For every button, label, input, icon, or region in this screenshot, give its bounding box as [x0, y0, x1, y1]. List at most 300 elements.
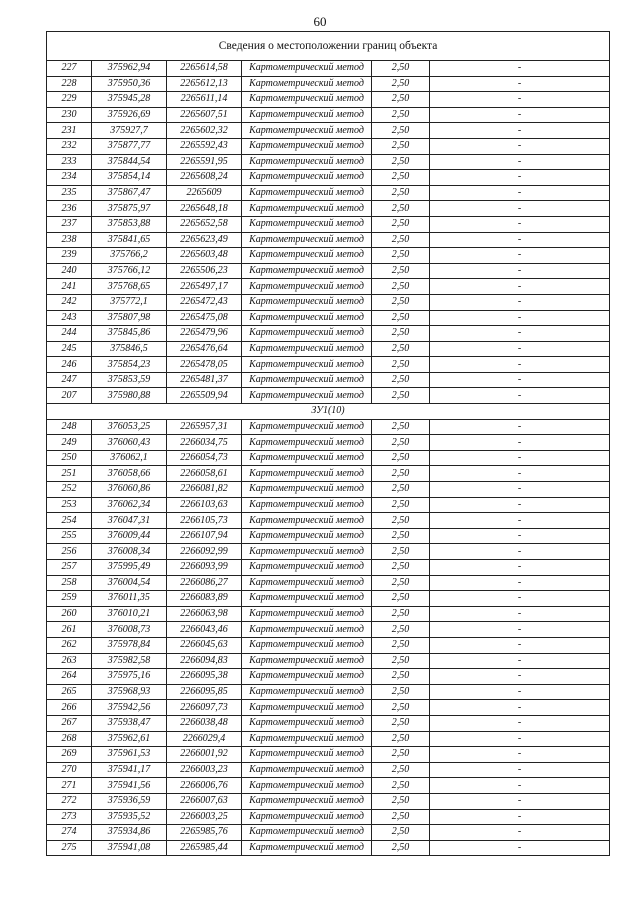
point-number-cell: 235	[47, 185, 92, 201]
method-cell: Картометрический метод	[242, 61, 372, 77]
point-number-cell: 254	[47, 513, 92, 529]
y-coordinate-cell: 2266081,82	[167, 482, 242, 498]
accuracy-cell: 2,50	[372, 138, 430, 154]
table-row	[47, 684, 610, 700]
table-row	[47, 341, 610, 357]
method-cell: Картометрический метод	[242, 185, 372, 201]
accuracy-cell: 2,50	[372, 170, 430, 186]
x-coordinate-cell: 375853,88	[92, 216, 167, 232]
method-cell: Картометрический метод	[242, 731, 372, 747]
page-number: 60	[313, 14, 327, 29]
method-cell: Картометрический метод	[242, 669, 372, 685]
x-coordinate-cell: 375772,1	[92, 294, 167, 310]
y-coordinate-cell: 2265506,23	[167, 263, 242, 279]
y-coordinate-cell: 2266093,99	[167, 560, 242, 576]
point-number-cell: 227	[47, 61, 92, 77]
accuracy-cell: 2,50	[372, 653, 430, 669]
table-row	[47, 700, 610, 716]
method-cell: Картометрический метод	[242, 263, 372, 279]
description-cell: -	[430, 61, 610, 77]
x-coordinate-cell: 375975,16	[92, 669, 167, 685]
x-coordinate-cell: 375768,65	[92, 279, 167, 295]
description-cell: -	[430, 762, 610, 778]
description-cell: -	[430, 544, 610, 560]
table-row	[47, 138, 610, 154]
accuracy-cell: 2,50	[372, 326, 430, 342]
method-cell: Картометрический метод	[242, 700, 372, 716]
table-row	[47, 575, 610, 591]
table-row	[47, 61, 610, 77]
accuracy-cell: 2,50	[372, 840, 430, 856]
method-cell: Картометрический метод	[242, 528, 372, 544]
method-cell: Картометрический метод	[242, 419, 372, 435]
x-coordinate-cell: 375844,54	[92, 154, 167, 170]
point-number-cell: 270	[47, 762, 92, 778]
point-number-cell: 250	[47, 450, 92, 466]
accuracy-cell: 2,50	[372, 762, 430, 778]
accuracy-cell: 2,50	[372, 497, 430, 513]
method-cell: Картометрический метод	[242, 341, 372, 357]
section-label: ЗУ1(10)	[47, 404, 610, 420]
y-coordinate-cell: 2265957,31	[167, 419, 242, 435]
point-number-cell: 267	[47, 715, 92, 731]
y-coordinate-cell: 2265478,05	[167, 357, 242, 373]
y-coordinate-cell: 2266063,98	[167, 606, 242, 622]
boundary-coordinates-table	[46, 31, 610, 856]
accuracy-cell: 2,50	[372, 154, 430, 170]
description-cell: -	[430, 138, 610, 154]
table-row	[47, 216, 610, 232]
accuracy-cell: 2,50	[372, 372, 430, 388]
y-coordinate-cell: 2266058,61	[167, 466, 242, 482]
y-coordinate-cell: 2265652,58	[167, 216, 242, 232]
description-cell: -	[430, 747, 610, 763]
table-row	[47, 809, 610, 825]
point-number-cell: 228	[47, 76, 92, 92]
description-cell: -	[430, 840, 610, 856]
y-coordinate-cell: 2266043,46	[167, 622, 242, 638]
method-cell: Картометрический метод	[242, 591, 372, 607]
table-row	[47, 606, 610, 622]
accuracy-cell: 2,50	[372, 201, 430, 217]
table-row	[47, 497, 610, 513]
accuracy-cell: 2,50	[372, 747, 430, 763]
point-number-cell: 207	[47, 388, 92, 404]
accuracy-cell: 2,50	[372, 248, 430, 264]
point-number-cell: 246	[47, 357, 92, 373]
table-title: Сведения о местоположении границ объекта	[47, 32, 610, 61]
y-coordinate-cell: 2265611,14	[167, 92, 242, 108]
y-coordinate-cell: 2265985,76	[167, 825, 242, 841]
x-coordinate-cell: 375980,88	[92, 388, 167, 404]
table-row	[47, 544, 610, 560]
table-row	[47, 419, 610, 435]
x-coordinate-cell: 376008,34	[92, 544, 167, 560]
method-cell: Картометрический метод	[242, 216, 372, 232]
description-cell: -	[430, 637, 610, 653]
y-coordinate-cell: 2265497,17	[167, 279, 242, 295]
method-cell: Картометрический метод	[242, 279, 372, 295]
description-cell: -	[430, 92, 610, 108]
method-cell: Картометрический метод	[242, 809, 372, 825]
accuracy-cell: 2,50	[372, 731, 430, 747]
method-cell: Картометрический метод	[242, 466, 372, 482]
point-number-cell: 238	[47, 232, 92, 248]
description-cell: -	[430, 248, 610, 264]
description-cell: -	[430, 825, 610, 841]
x-coordinate-cell: 375962,61	[92, 731, 167, 747]
table-row	[47, 76, 610, 92]
x-coordinate-cell: 375877,77	[92, 138, 167, 154]
method-cell: Картометрический метод	[242, 653, 372, 669]
point-number-cell: 244	[47, 326, 92, 342]
y-coordinate-cell: 2265648,18	[167, 201, 242, 217]
accuracy-cell: 2,50	[372, 310, 430, 326]
y-coordinate-cell: 2265481,37	[167, 372, 242, 388]
point-number-cell: 247	[47, 372, 92, 388]
x-coordinate-cell: 375854,23	[92, 357, 167, 373]
table-row	[47, 528, 610, 544]
description-cell: -	[430, 606, 610, 622]
accuracy-cell: 2,50	[372, 450, 430, 466]
table-row	[47, 466, 610, 482]
y-coordinate-cell: 2265479,96	[167, 326, 242, 342]
method-cell: Картометрический метод	[242, 310, 372, 326]
table-row	[47, 279, 610, 295]
accuracy-cell: 2,50	[372, 123, 430, 139]
point-number-cell: 261	[47, 622, 92, 638]
point-number-cell: 234	[47, 170, 92, 186]
point-number-cell: 248	[47, 419, 92, 435]
x-coordinate-cell: 376047,31	[92, 513, 167, 529]
y-coordinate-cell: 2266001,92	[167, 747, 242, 763]
description-cell: -	[430, 107, 610, 123]
method-cell: Картометрический метод	[242, 326, 372, 342]
description-cell: -	[430, 684, 610, 700]
accuracy-cell: 2,50	[372, 606, 430, 622]
method-cell: Картометрический метод	[242, 497, 372, 513]
description-cell: -	[430, 450, 610, 466]
point-number-cell: 258	[47, 575, 92, 591]
method-cell: Картометрический метод	[242, 248, 372, 264]
y-coordinate-cell: 2266092,99	[167, 544, 242, 560]
y-coordinate-cell: 2266086,27	[167, 575, 242, 591]
y-coordinate-cell: 2266006,76	[167, 778, 242, 794]
table-row	[47, 388, 610, 404]
table-row	[47, 326, 610, 342]
accuracy-cell: 2,50	[372, 466, 430, 482]
y-coordinate-cell: 2266103,63	[167, 497, 242, 513]
description-cell: -	[430, 653, 610, 669]
accuracy-cell: 2,50	[372, 575, 430, 591]
accuracy-cell: 2,50	[372, 778, 430, 794]
x-coordinate-cell: 375766,12	[92, 263, 167, 279]
point-number-cell: 232	[47, 138, 92, 154]
accuracy-cell: 2,50	[372, 482, 430, 498]
x-coordinate-cell: 375978,84	[92, 637, 167, 653]
table-row	[47, 653, 610, 669]
description-cell: -	[430, 482, 610, 498]
y-coordinate-cell: 2266105,73	[167, 513, 242, 529]
table-row	[47, 762, 610, 778]
y-coordinate-cell: 2265607,51	[167, 107, 242, 123]
description-cell: -	[430, 700, 610, 716]
method-cell: Картометрический метод	[242, 575, 372, 591]
x-coordinate-cell: 376053,25	[92, 419, 167, 435]
description-cell: -	[430, 341, 610, 357]
y-coordinate-cell: 2265985,44	[167, 840, 242, 856]
description-cell: -	[430, 232, 610, 248]
description-cell: -	[430, 154, 610, 170]
method-cell: Картометрический метод	[242, 294, 372, 310]
point-number-cell: 262	[47, 637, 92, 653]
y-coordinate-cell: 2266007,63	[167, 793, 242, 809]
table-title-row	[47, 32, 610, 61]
x-coordinate-cell: 376062,34	[92, 497, 167, 513]
description-cell: -	[430, 279, 610, 295]
table-row	[47, 372, 610, 388]
table-row	[47, 310, 610, 326]
description-cell: -	[430, 513, 610, 529]
table-row	[47, 185, 610, 201]
table-row	[47, 294, 610, 310]
accuracy-cell: 2,50	[372, 61, 430, 77]
method-cell: Картометрический метод	[242, 201, 372, 217]
y-coordinate-cell: 2266029,4	[167, 731, 242, 747]
x-coordinate-cell: 375853,59	[92, 372, 167, 388]
description-cell: -	[430, 76, 610, 92]
y-coordinate-cell: 2265602,32	[167, 123, 242, 139]
description-cell: -	[430, 778, 610, 794]
method-cell: Картометрический метод	[242, 372, 372, 388]
point-number-cell: 233	[47, 154, 92, 170]
method-cell: Картометрический метод	[242, 622, 372, 638]
description-cell: -	[430, 185, 610, 201]
method-cell: Картометрический метод	[242, 793, 372, 809]
y-coordinate-cell: 2265603,48	[167, 248, 242, 264]
method-cell: Картометрический метод	[242, 232, 372, 248]
accuracy-cell: 2,50	[372, 809, 430, 825]
x-coordinate-cell: 376060,43	[92, 435, 167, 451]
accuracy-cell: 2,50	[372, 435, 430, 451]
table-body	[47, 32, 610, 856]
x-coordinate-cell: 375841,65	[92, 232, 167, 248]
point-number-cell: 242	[47, 294, 92, 310]
y-coordinate-cell: 2266034,75	[167, 435, 242, 451]
description-cell: -	[430, 731, 610, 747]
point-number-cell: 273	[47, 809, 92, 825]
method-cell: Картометрический метод	[242, 92, 372, 108]
description-cell: -	[430, 575, 610, 591]
point-number-cell: 265	[47, 684, 92, 700]
table-row	[47, 840, 610, 856]
y-coordinate-cell: 2266003,25	[167, 809, 242, 825]
table-row	[47, 232, 610, 248]
method-cell: Картометрический метод	[242, 388, 372, 404]
table-row	[47, 715, 610, 731]
accuracy-cell: 2,50	[372, 825, 430, 841]
accuracy-cell: 2,50	[372, 669, 430, 685]
accuracy-cell: 2,50	[372, 232, 430, 248]
method-cell: Картометрический метод	[242, 637, 372, 653]
method-cell: Картометрический метод	[242, 123, 372, 139]
point-number-cell: 241	[47, 279, 92, 295]
accuracy-cell: 2,50	[372, 294, 430, 310]
table-row	[47, 513, 610, 529]
x-coordinate-cell: 376062,1	[92, 450, 167, 466]
x-coordinate-cell: 375941,56	[92, 778, 167, 794]
x-coordinate-cell: 376060,86	[92, 482, 167, 498]
table-row	[47, 482, 610, 498]
y-coordinate-cell: 2266054,73	[167, 450, 242, 466]
description-cell: -	[430, 310, 610, 326]
accuracy-cell: 2,50	[372, 622, 430, 638]
accuracy-cell: 2,50	[372, 107, 430, 123]
point-number-cell: 275	[47, 840, 92, 856]
point-number-cell: 237	[47, 216, 92, 232]
accuracy-cell: 2,50	[372, 279, 430, 295]
point-number-cell: 271	[47, 778, 92, 794]
y-coordinate-cell: 2266083,89	[167, 591, 242, 607]
method-cell: Картометрический метод	[242, 544, 372, 560]
method-cell: Картометрический метод	[242, 170, 372, 186]
y-coordinate-cell: 2265509,94	[167, 388, 242, 404]
description-cell: -	[430, 419, 610, 435]
table-row	[47, 357, 610, 373]
point-number-cell: 268	[47, 731, 92, 747]
table-row	[47, 123, 610, 139]
x-coordinate-cell: 375950,36	[92, 76, 167, 92]
method-cell: Картометрический метод	[242, 76, 372, 92]
boundary-table-container	[46, 31, 609, 856]
method-cell: Картометрический метод	[242, 684, 372, 700]
point-number-cell: 264	[47, 669, 92, 685]
method-cell: Картометрический метод	[242, 435, 372, 451]
table-row	[47, 107, 610, 123]
table-row	[47, 825, 610, 841]
table-row	[47, 793, 610, 809]
point-number-cell: 274	[47, 825, 92, 841]
x-coordinate-cell: 375941,08	[92, 840, 167, 856]
table-row	[47, 637, 610, 653]
accuracy-cell: 2,50	[372, 185, 430, 201]
accuracy-cell: 2,50	[372, 637, 430, 653]
description-cell: -	[430, 497, 610, 513]
accuracy-cell: 2,50	[372, 544, 430, 560]
table-row	[47, 450, 610, 466]
description-cell: -	[430, 466, 610, 482]
description-cell: -	[430, 357, 610, 373]
x-coordinate-cell: 375927,7	[92, 123, 167, 139]
x-coordinate-cell: 375962,94	[92, 61, 167, 77]
method-cell: Картометрический метод	[242, 482, 372, 498]
y-coordinate-cell: 2266094,83	[167, 653, 242, 669]
x-coordinate-cell: 375936,59	[92, 793, 167, 809]
point-number-cell: 269	[47, 747, 92, 763]
point-number-cell: 263	[47, 653, 92, 669]
y-coordinate-cell: 2265612,13	[167, 76, 242, 92]
x-coordinate-cell: 376004,54	[92, 575, 167, 591]
method-cell: Картометрический метод	[242, 357, 372, 373]
y-coordinate-cell: 2265475,08	[167, 310, 242, 326]
accuracy-cell: 2,50	[372, 76, 430, 92]
method-cell: Картометрический метод	[242, 154, 372, 170]
method-cell: Картометрический метод	[242, 560, 372, 576]
method-cell: Картометрический метод	[242, 107, 372, 123]
x-coordinate-cell: 375926,69	[92, 107, 167, 123]
y-coordinate-cell: 2266095,85	[167, 684, 242, 700]
description-cell: -	[430, 793, 610, 809]
method-cell: Картометрический метод	[242, 778, 372, 794]
x-coordinate-cell: 376011,35	[92, 591, 167, 607]
accuracy-cell: 2,50	[372, 216, 430, 232]
y-coordinate-cell: 2266107,94	[167, 528, 242, 544]
method-cell: Картометрический метод	[242, 825, 372, 841]
y-coordinate-cell: 2265591,95	[167, 154, 242, 170]
table-row	[47, 669, 610, 685]
y-coordinate-cell: 2266003,23	[167, 762, 242, 778]
x-coordinate-cell: 375945,28	[92, 92, 167, 108]
x-coordinate-cell: 375961,53	[92, 747, 167, 763]
x-coordinate-cell: 375934,86	[92, 825, 167, 841]
accuracy-cell: 2,50	[372, 591, 430, 607]
accuracy-cell: 2,50	[372, 92, 430, 108]
description-cell: -	[430, 263, 610, 279]
x-coordinate-cell: 375807,98	[92, 310, 167, 326]
point-number-cell: 252	[47, 482, 92, 498]
table-row	[47, 201, 610, 217]
point-number-cell: 272	[47, 793, 92, 809]
table-row	[47, 560, 610, 576]
x-coordinate-cell: 376009,44	[92, 528, 167, 544]
y-coordinate-cell: 2265623,49	[167, 232, 242, 248]
x-coordinate-cell: 375938,47	[92, 715, 167, 731]
accuracy-cell: 2,50	[372, 715, 430, 731]
method-cell: Картометрический метод	[242, 762, 372, 778]
point-number-cell: 257	[47, 560, 92, 576]
x-coordinate-cell: 376058,66	[92, 466, 167, 482]
point-number-cell: 231	[47, 123, 92, 139]
description-cell: -	[430, 201, 610, 217]
y-coordinate-cell: 2266095,38	[167, 669, 242, 685]
x-coordinate-cell: 375845,86	[92, 326, 167, 342]
y-coordinate-cell: 2265472,43	[167, 294, 242, 310]
table-row	[47, 622, 610, 638]
x-coordinate-cell: 375982,58	[92, 653, 167, 669]
accuracy-cell: 2,50	[372, 700, 430, 716]
point-number-cell: 266	[47, 700, 92, 716]
table-row	[47, 92, 610, 108]
table-row	[47, 248, 610, 264]
x-coordinate-cell: 375846,5	[92, 341, 167, 357]
method-cell: Картометрический метод	[242, 715, 372, 731]
point-number-cell: 236	[47, 201, 92, 217]
accuracy-cell: 2,50	[372, 560, 430, 576]
description-cell: -	[430, 528, 610, 544]
description-cell: -	[430, 216, 610, 232]
description-cell: -	[430, 388, 610, 404]
method-cell: Картометрический метод	[242, 513, 372, 529]
x-coordinate-cell: 375968,93	[92, 684, 167, 700]
point-number-cell: 259	[47, 591, 92, 607]
description-cell: -	[430, 622, 610, 638]
accuracy-cell: 2,50	[372, 263, 430, 279]
point-number-cell: 229	[47, 92, 92, 108]
y-coordinate-cell: 2265608,24	[167, 170, 242, 186]
description-cell: -	[430, 326, 610, 342]
description-cell: -	[430, 435, 610, 451]
x-coordinate-cell: 375867,47	[92, 185, 167, 201]
